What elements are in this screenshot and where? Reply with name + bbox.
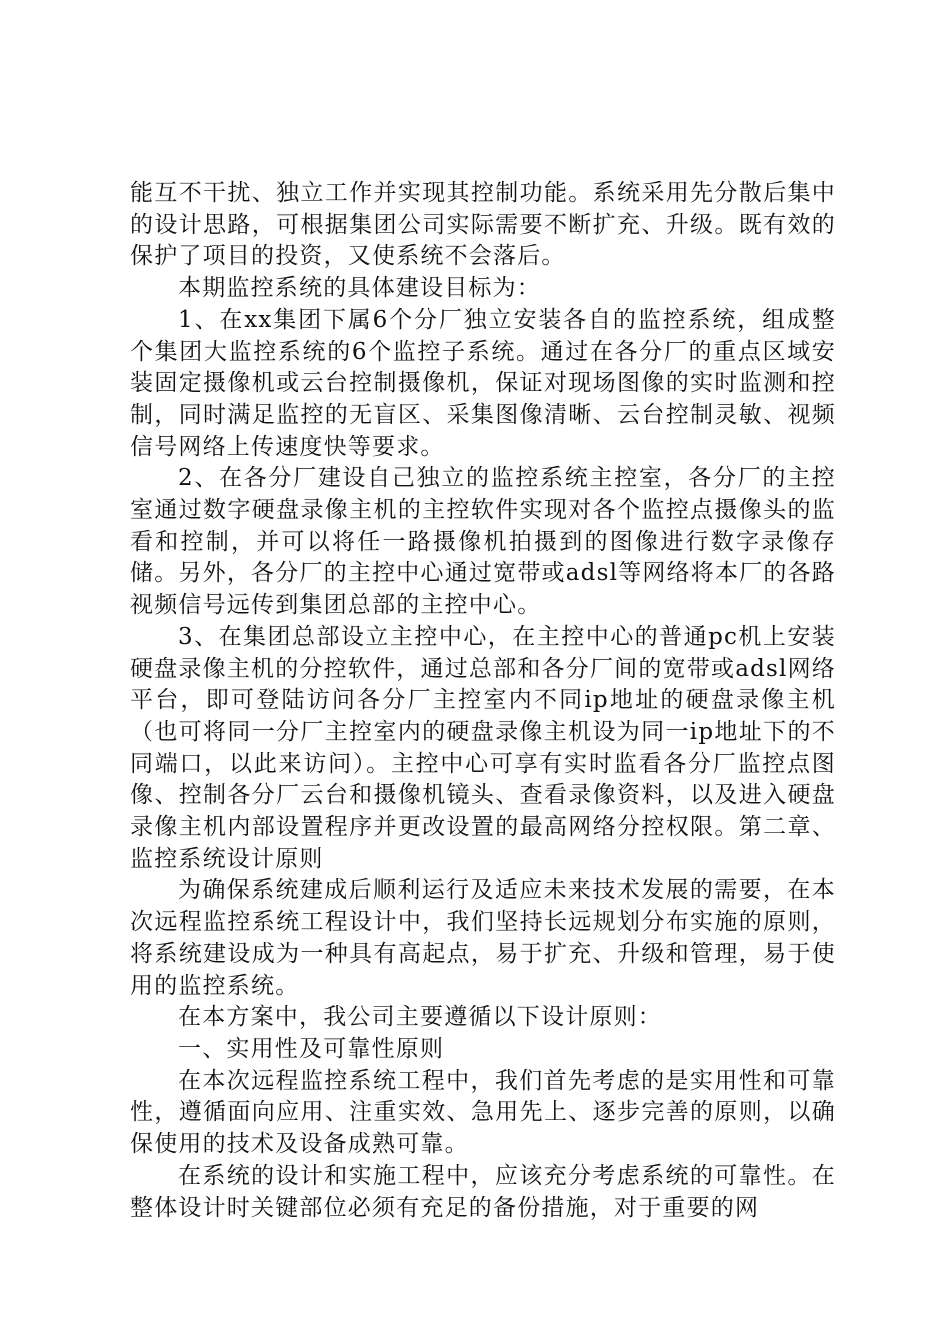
paragraph-principles-list-intro: 在本方案中，我公司主要遵循以下设计原则： [178,1004,662,1031]
paragraph-continuation: 能互不干扰、独立工作并实现其控制功能。系统采用先分散后集中的设计思路，可根据集团公司实际需要不断扩充、升级。既有效的保护了项目的投资，又使系统不会落后。 [130,180,836,270]
paragraph-goal-2: 2、在各分厂建设自己独立的监控系统主控室，各分厂的主控室通过数字硬盘录像主机的主控软件实现对各个监控点摄像头的监看和控制，并可以将任一路摄像机拍摄到的图像进行数字录像存储。另外，各分厂的主控中心通过宽带或adsl等网络将本厂的各路视频信号远传到集团总部的主控中心。 [130,465,836,619]
document-body [130,178,836,1224]
paragraph-goal-1: 1、在xx集团下属6个分厂独立安装各自的监控系统，组成整个集团大监控系统的6个监控子系统。通过在各分厂的重点区域安装固定摄像机或云台控制摄像机，保证对现场图像的实时监测和控制，同时满足监控的无盲区、采集图像清晰、云台控制灵敏、视频信号网络上传速度快等要求。 [130,306,836,460]
paragraph-practicality: 在本次远程监控系统工程中，我们首先考虑的是实用性和可靠性，遵循面向应用、注重实效、急用先上、逐步完善的原则，以确保使用的技术及设备成熟可靠。 [130,1067,836,1158]
paragraph-goal-3: 3、在集团总部设立主控中心，在主控中心的普通pc机上安装硬盘录像主机的分控软件，通过总部和各分厂间的宽带或adsl网络平台，即可登陆访问各分厂主控室内不同ip地址的硬盘录像主机（也可将同一分厂主控室内的硬盘录像主机设为同一ip地址下的不同端口，以此来访问）。主控中心可享有实时监看各分厂监控点图像、控制各分厂云台和摄像机镜头、查看录像资料，以及进入硬盘录像主机内部设置程序并更改设置的最高网络分控权限。第二章、监控系统设计原则 [130,623,836,872]
paragraph-principles-intro: 为确保系统建成后顺利运行及适应未来技术发展的需要，在本次远程监控系统工程设计中，我们坚持长远规划分布实施的原则，将系统建设成为一种具有高起点，易于扩充、升级和管理，易于使用的监控系统。 [130,877,836,999]
paragraph-reliability: 在系统的设计和实施工程中，应该充分考虑系统的可靠性。在整体设计时关键部位必须有充足的备份措施，对于重要的网 [130,1162,836,1221]
paragraph-goals-intro: 本期监控系统的具体建设目标为： [178,275,541,302]
section-heading-practicality: 一、实用性及可靠性原则 [178,1035,445,1062]
